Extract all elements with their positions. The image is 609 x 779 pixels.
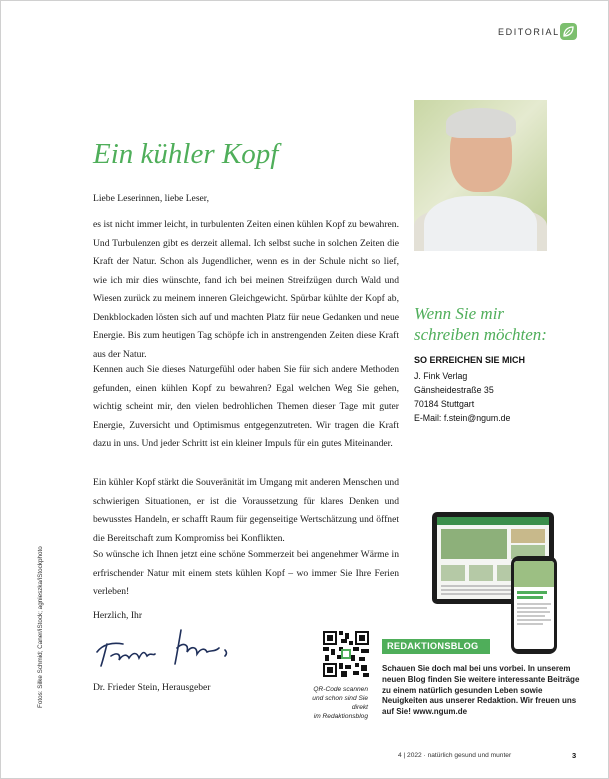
article-title: Ein kühler Kopf [93, 138, 279, 170]
page-number: 3 [572, 751, 577, 760]
photo-credit: Fotos: Silke Schmid; Caner/iStock; agnieszka/iStockphoto [37, 546, 44, 708]
contact-heading: SO ERREICHEN SIE MICH [414, 355, 526, 365]
salutation: Liebe Leserinnen, liebe Leser, [93, 193, 210, 204]
author-photo [414, 100, 547, 251]
contact-street: Gänsheidestraße 35 [414, 385, 494, 395]
paragraph-4: So wünsche ich Ihnen jetzt eine schöne Sommerzeit bei angenehmer Wärme in erfrischender Natur mit einem stets kühlen Kopf – wo immer Sie Ihre Ferien verleben! [93, 549, 399, 597]
qr-caption: QR-Code scannen und schon sind Sie direkt im Redaktionsblog [312, 686, 368, 720]
paragraph-3: Ein kühler Kopf stärkt die Souveränität im Umgang mit anderen Menschen und schwierigen Situationen, er ist die Voraussetzung für klares Denken und bewusstes Handeln, er schafft Raum für gegenseitige Wertschätzung und öffnet die Bereitschaft zum Kompromiss bei Konflikten. [93, 477, 399, 544]
footer-issue: 4 | 2022 · natürlich gesund und munter [398, 752, 512, 759]
sidebar-title: Wenn Sie mir schreiben möchten: [414, 304, 547, 344]
signature [93, 622, 243, 670]
contact-publisher: J. Fink Verlag [414, 371, 468, 381]
closing: Herzlich, Ihr [93, 610, 143, 621]
signature-name: Dr. Frieder Stein, Herausgeber [93, 682, 211, 693]
phone-mockup [511, 556, 557, 654]
leaf-icon [560, 23, 577, 40]
paragraph-1: es ist nicht immer leicht, in turbulenten Zeiten einen kühlen Kopf zu bewahren. Und Turbulenzen gibt es derzeit allemal. Ich selbst suche in solchen Zeiten die Kraft der Natur. Schon als Jugendlicher, wenn es in der Schule nicht so lief, wie ich mir dies wünschte, fand ich bei meinen Streifzügen durch Wald und Wiesen zurück zu meinem inneren Gleichgewicht. Spürbar kühlte der Kopf ab, Denkblockaden lösten sich auf und machten Platz für neue Gedanken und neue Energie. Bis zum heutigen Tag schöpfe ich in anstrengenden Zeiten diese Kraft aus der Natur. [93, 219, 399, 360]
blog-label: REDAKTIONSBLOG [382, 639, 490, 654]
contact-email[interactable]: E-Mail: f.stein@ngum.de [414, 413, 511, 423]
contact-city: 70184 Stuttgart [414, 399, 475, 409]
qr-code[interactable] [323, 631, 369, 677]
section-label: EDITORIAL [498, 27, 560, 37]
paragraph-2: Kennen auch Sie dieses Naturgefühl oder haben Sie für sich andere Methoden gefunden, einen kühlen Kopf zu bewahren? Egal welchen Weg Sie gehen, wichtig scheint mir, den vielen bedrohlichen Themen dieser Tage mit guter Energie, Zuversicht und Optimismus entgegenzutreten. Wir tragen die Kraft dazu in uns. Und jeder Schritt ist ein kleiner Impuls für ein gutes Miteinander. [93, 364, 399, 449]
blog-text: Schauen Sie doch mal bei uns vorbei. In unserem neuen Blog finden Sie weitere interessante Beiträge zu einem natürlich gesunden Leben sowie Neuigkeiten aus unserer Redaktion. Wir freuen uns auf Sie! www.ngum.de [382, 664, 580, 717]
